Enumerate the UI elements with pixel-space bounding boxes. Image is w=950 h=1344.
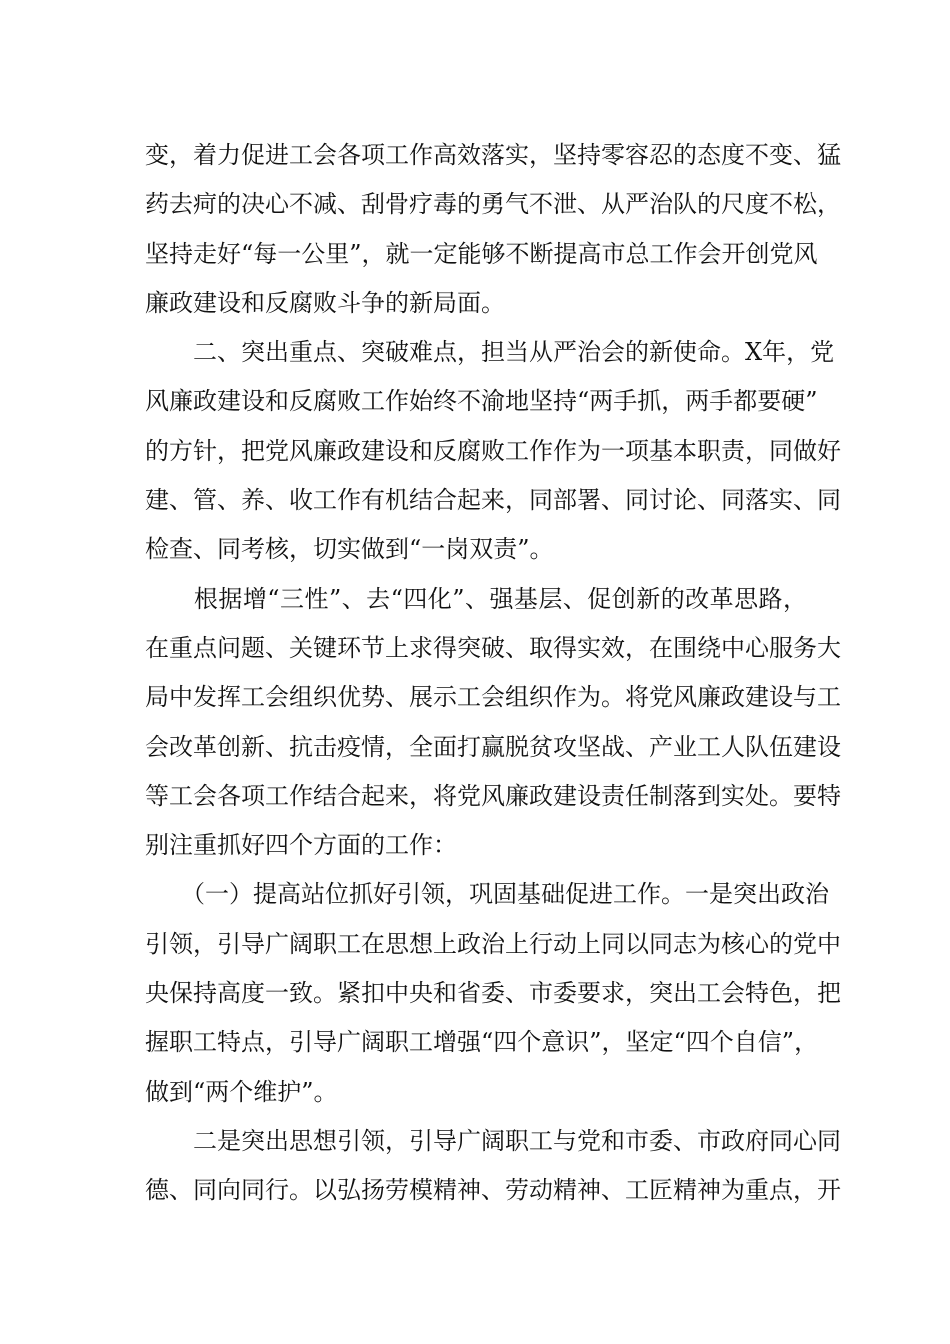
text-line: 局中发挥工会组织优势、展示工会组织作为。将党风廉政建设与工: [145, 683, 841, 712]
text-line: 变，着力促进工会各项工作高效落实，坚持零容忍的态度不变、猛: [145, 141, 841, 169]
text-line: 建、管、养、收工作有机结合起来，同部署、同讨论、同落实、同: [145, 486, 841, 515]
text-line: 坚持走好“每一公里”，就一定能够不断提高市总工作会开创党风: [145, 239, 818, 268]
text-line: 做到“两个维护”。: [145, 1077, 338, 1106]
text-line: 德、同向同行。以弘扬劳模精神、劳动精神、工匠精神为重点，开: [145, 1176, 841, 1205]
text-line: 风廉政建设和反腐败工作始终不渝地坚持“两手抓，两手都要硬”: [145, 387, 818, 416]
text-line: 在重点问题、关键环节上求得突破、取得实效，在围绕中心服务大: [145, 633, 841, 662]
text-line: 二、突出重点、突破难点，担当从严治会的新使命。X年，党: [145, 338, 835, 367]
text-line: 会改革创新、抗击疫情，全面打赢脱贫攻坚战、产业工人队伍建设: [145, 732, 841, 761]
text-line: （一）提高站位抓好引领，巩固基础促进工作。一是突出政治: [145, 880, 829, 909]
text-line: 根据增“三性”、去“四化”、强基层、促创新的改革思路，: [145, 584, 807, 613]
text-line: 检查、同考核，切实做到“一岗双责”。: [145, 535, 554, 564]
text-line: 等工会各项工作结合起来，将党风廉政建设责任制落到实处。要特: [145, 781, 841, 810]
text-line: 的方针，把党风廉政建设和反腐败工作作为一项基本职责，同做好: [145, 436, 841, 465]
text-line: 央保持高度一致。紧扣中央和省委、市委要求，突出工会特色，把: [145, 979, 841, 1008]
text-line: 药去疴的决心不减、刮骨疗毒的勇气不泄、从严治队的尺度不松，: [145, 190, 841, 219]
text-line: 二是突出思想引领，引导广阔职工与党和市委、市政府同心同: [145, 1126, 841, 1155]
body-text: [145, 131, 841, 1216]
text-line: 别注重抓好四个方面的工作：: [145, 831, 457, 860]
text-line: 握职工特点，引导广阔职工增强“四个意识”，坚定“四个自信”，: [145, 1028, 819, 1057]
text-line: 廉政建设和反腐败斗争的新局面。: [145, 288, 505, 317]
text-line: 引领，引导广阔职工在思想上政治上行动上同以同志为核心的党中: [145, 929, 841, 958]
